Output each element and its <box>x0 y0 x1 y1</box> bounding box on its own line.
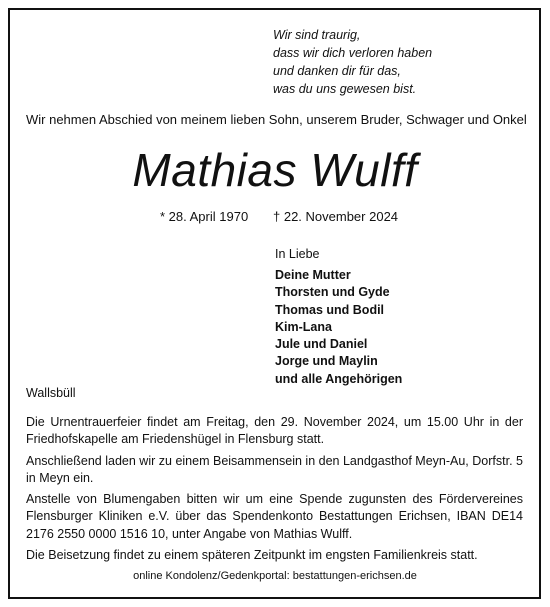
intro-text: Wir nehmen Abschied von meinem lieben Sohn, unserem Bruder, Schwager und Onkel <box>26 112 527 127</box>
condolence-footer: online Kondolenz/Gedenkportal: bestattungen-erichsen.de <box>133 570 417 582</box>
gathering-paragraph: Anschließend laden wir zu einem Beisammensein in den Landgasthof Meyn-Au, Dorfstr. 5 in Meyn ein. <box>26 453 523 485</box>
poem-line: und danken dir für das, <box>273 64 401 78</box>
notice-body <box>26 414 523 568</box>
mourners-list <box>275 267 402 388</box>
donation-paragraph: Anstelle von Blumengaben bitten wir um eine Spende zugunsten des Fördervereines Flensburger Kliniken e.V. über das Spendenkonto Bestattungen Erichsen, IBAN DE14 2176 2550 0000 1516 10, unter Angabe von Mathias Wulff. <box>26 492 523 541</box>
mourner: Jule und Daniel <box>275 337 368 352</box>
burial-paragraph: Die Beisetzung findet zu einem späteren Zeitpunkt im engsten Familienkreis statt. <box>26 548 478 563</box>
poem-line: Wir sind traurig, <box>273 28 361 42</box>
in-love-label: In Liebe <box>275 247 320 261</box>
ceremony-paragraph: Die Urnentrauerfeier findet am Freitag, den 29. November 2024, um 15.00 Uhr in der Friedhofskapelle am Friedenshügel in Flensburg statt. <box>26 415 523 447</box>
death-date: † 22. November 2024 <box>273 209 399 224</box>
mourner: Jorge und Maylin <box>275 354 378 369</box>
mourner: Kim-Lana <box>275 319 332 334</box>
birth-date: * 28. April 1970 <box>160 209 249 224</box>
mourner: Deine Mutter <box>275 268 351 282</box>
mourner: und alle Angehörigen <box>275 371 403 386</box>
place-name: Wallsbüll <box>26 386 76 400</box>
mourner: Thomas und Bodil <box>275 302 385 317</box>
deceased-name: Mathias Wulff <box>132 144 418 196</box>
poem <box>273 26 432 98</box>
mourner: Thorsten und Gyde <box>275 285 390 300</box>
poem-line: dass wir dich verloren haben <box>273 46 433 60</box>
poem-line: was du uns gewesen bist. <box>273 82 417 96</box>
